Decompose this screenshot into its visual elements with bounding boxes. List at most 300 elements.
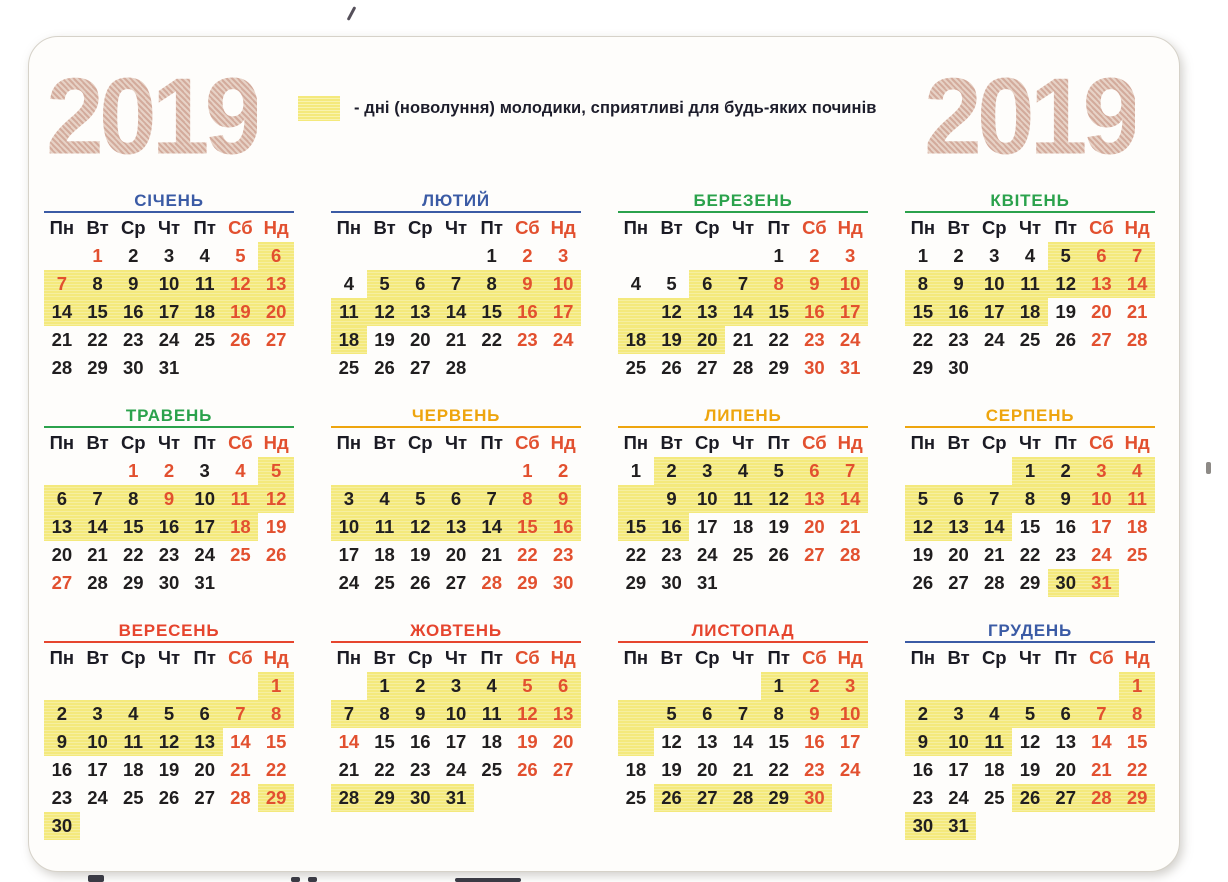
weekday-label: Чт xyxy=(444,647,468,668)
month-block xyxy=(331,191,581,406)
date-cell: 1 xyxy=(128,460,139,481)
month-title-rule xyxy=(618,641,868,643)
weekday-label: Сб xyxy=(228,432,253,453)
date-cell: 7 xyxy=(474,485,510,513)
date-cell xyxy=(151,812,187,840)
date-cell: 11 xyxy=(187,270,223,298)
date-cell: 5 xyxy=(761,457,797,485)
date-cell xyxy=(941,457,977,485)
month-title-rule xyxy=(44,211,294,213)
date-cell: 20 xyxy=(409,329,431,350)
month-block xyxy=(331,406,581,621)
date-cell: 9 xyxy=(797,700,833,728)
date-cell: 30 xyxy=(797,784,833,812)
date-cell: 15 xyxy=(1019,516,1041,537)
date-cell: 4 xyxy=(343,273,354,294)
date-cell: 31 xyxy=(1084,569,1120,597)
date-cell: 14 xyxy=(832,485,868,513)
date-cell: 10 xyxy=(941,728,977,756)
date-cell xyxy=(223,812,259,840)
date-cell: 15 xyxy=(1126,731,1148,752)
weekday-label: Нд xyxy=(837,647,863,668)
date-cell: 28 xyxy=(725,784,761,812)
month-title: ЛИСТОПАД xyxy=(691,621,795,640)
date-cell: 16 xyxy=(545,513,581,541)
weekday-label: Пн xyxy=(623,432,649,453)
date-cell xyxy=(331,672,367,700)
date-cell: 10 xyxy=(331,513,367,541)
date-cell: 19 xyxy=(265,516,287,537)
date-cell xyxy=(618,242,654,270)
date-cell: 9 xyxy=(115,270,151,298)
date-cell xyxy=(905,672,941,700)
weekday-header xyxy=(618,214,868,242)
month-block xyxy=(905,406,1155,621)
date-cell: 14 xyxy=(44,298,80,326)
month-title-rule xyxy=(905,426,1155,428)
weekday-label: Нд xyxy=(837,432,863,453)
scan-artifact xyxy=(291,877,300,882)
date-cell: 17 xyxy=(445,731,467,752)
weeks xyxy=(331,672,581,812)
month-title-rule xyxy=(905,211,1155,213)
weekday-label: Чт xyxy=(444,432,468,453)
date-cell xyxy=(654,672,690,700)
weeks xyxy=(618,457,868,597)
weekday-label: Чт xyxy=(444,217,468,238)
date-cell: 16 xyxy=(804,731,825,752)
date-cell: 4 xyxy=(1024,245,1036,266)
date-cell: 13 xyxy=(797,485,833,513)
month-title-rule xyxy=(618,211,868,213)
weekday-label: Сб xyxy=(802,217,827,238)
weekday-label: Ср xyxy=(120,217,146,238)
date-cell: 12 xyxy=(761,485,797,513)
date-cell xyxy=(618,298,654,326)
date-cell xyxy=(618,700,654,728)
date-cell: 15 xyxy=(265,731,287,752)
date-cell: 31 xyxy=(839,357,861,378)
date-cell xyxy=(331,457,367,485)
date-cell: 24 xyxy=(87,787,108,808)
date-cell xyxy=(474,457,510,485)
month-title: ЛЮТИЙ xyxy=(422,191,490,210)
date-cell: 26 xyxy=(409,572,431,593)
date-cell: 4 xyxy=(976,700,1012,728)
date-cell: 19 xyxy=(661,759,682,780)
weeks xyxy=(44,457,294,597)
weekday-label: Пт xyxy=(193,432,216,453)
weekday-label: Пн xyxy=(49,432,75,453)
weeks xyxy=(905,242,1155,382)
date-cell: 30 xyxy=(158,572,180,593)
date-cell: 9 xyxy=(151,485,187,513)
date-cell: 29 xyxy=(258,784,294,812)
date-cell: 13 xyxy=(941,513,977,541)
date-cell xyxy=(1012,354,1048,382)
date-cell: 15 xyxy=(374,731,395,752)
date-cell: 16 xyxy=(51,759,73,780)
weekday-label: Нд xyxy=(837,217,863,238)
month-title-rule xyxy=(905,641,1155,643)
date-cell: 2 xyxy=(797,672,833,700)
month-title-rule xyxy=(331,641,581,643)
date-cell xyxy=(832,784,868,812)
date-cell: 27 xyxy=(696,357,718,378)
date-cell: 19 xyxy=(912,544,934,565)
date-cell: 14 xyxy=(1091,731,1112,752)
weekday-label: Пт xyxy=(1054,432,1077,453)
date-cell: 18 xyxy=(331,326,367,354)
date-cell: 27 xyxy=(409,357,431,378)
date-cell: 24 xyxy=(1091,544,1112,565)
date-cell: 29 xyxy=(517,572,538,593)
month-block xyxy=(905,621,1155,836)
date-cell xyxy=(44,242,80,270)
date-cell: 16 xyxy=(409,731,431,752)
date-cell: 13 xyxy=(1055,731,1076,752)
date-cell: 23 xyxy=(51,787,73,808)
date-cell: 12 xyxy=(258,485,294,513)
date-cell xyxy=(797,569,833,597)
date-cell: 23 xyxy=(1055,544,1076,565)
date-cell: 13 xyxy=(545,700,581,728)
weekday-label: Ср xyxy=(407,432,433,453)
date-cell xyxy=(80,457,116,485)
date-cell: 18 xyxy=(187,298,223,326)
date-cell xyxy=(1084,812,1120,840)
date-cell xyxy=(1048,354,1084,382)
date-cell xyxy=(258,569,294,597)
date-cell: 22 xyxy=(481,329,502,350)
date-cell: 23 xyxy=(158,544,180,565)
date-cell: 30 xyxy=(1048,569,1084,597)
date-cell: 7 xyxy=(1119,242,1155,270)
date-cell xyxy=(187,812,223,840)
date-cell: 21 xyxy=(732,329,754,350)
date-cell: 18 xyxy=(618,326,654,354)
date-cell: 19 xyxy=(223,298,259,326)
date-cell: 20 xyxy=(1055,759,1076,780)
date-cell: 15 xyxy=(618,513,654,541)
date-cell: 19 xyxy=(1055,301,1076,322)
date-cell: 30 xyxy=(552,572,574,593)
date-cell: 8 xyxy=(1119,700,1155,728)
date-cell: 13 xyxy=(696,731,718,752)
date-cell: 22 xyxy=(517,544,538,565)
date-cell: 25 xyxy=(194,329,215,350)
weekday-label: Пт xyxy=(193,647,216,668)
date-cell: 22 xyxy=(768,329,789,350)
date-cell xyxy=(331,242,367,270)
weeks xyxy=(331,457,581,597)
weekday-label: Сб xyxy=(1089,647,1114,668)
month-title: КВІТЕНЬ xyxy=(990,191,1070,210)
date-cell: 17 xyxy=(151,298,187,326)
date-cell: 10 xyxy=(832,700,868,728)
date-cell: 27 xyxy=(804,544,825,565)
date-cell: 20 xyxy=(51,544,73,565)
date-cell: 23 xyxy=(661,544,682,565)
weekday-label: Чт xyxy=(157,647,181,668)
date-cell: 5 xyxy=(905,485,941,513)
date-cell: 1 xyxy=(1012,457,1048,485)
date-cell: 8 xyxy=(761,700,797,728)
date-cell: 13 xyxy=(258,270,294,298)
date-cell: 26 xyxy=(230,329,251,350)
weekday-header xyxy=(905,214,1155,242)
date-cell: 19 xyxy=(768,516,789,537)
date-cell: 12 xyxy=(654,298,690,326)
weekday-label: Пн xyxy=(910,217,936,238)
date-cell: 25 xyxy=(1019,329,1041,350)
date-cell: 12 xyxy=(402,513,438,541)
date-cell: 22 xyxy=(768,759,789,780)
date-cell: 3 xyxy=(438,672,474,700)
month-title-rule xyxy=(331,426,581,428)
date-cell: 21 xyxy=(481,544,502,565)
date-cell: 8 xyxy=(1012,485,1048,513)
date-cell: 20 xyxy=(804,516,825,537)
date-cell: 25 xyxy=(374,572,395,593)
date-cell: 18 xyxy=(983,759,1005,780)
date-cell: 22 xyxy=(912,329,934,350)
weekday-label: Ср xyxy=(981,217,1007,238)
date-cell: 10 xyxy=(151,270,187,298)
date-cell: 2 xyxy=(953,245,964,266)
weekday-label: Ср xyxy=(407,217,433,238)
date-cell: 9 xyxy=(402,700,438,728)
scan-artifact xyxy=(308,877,317,882)
date-cell: 21 xyxy=(445,329,467,350)
date-cell: 20 xyxy=(445,544,467,565)
weekday-label: Пн xyxy=(49,217,75,238)
weekday-header xyxy=(44,644,294,672)
date-cell: 12 xyxy=(223,270,259,298)
date-cell: 27 xyxy=(1091,329,1112,350)
weekday-label: Пн xyxy=(623,647,649,668)
date-cell: 22 xyxy=(122,544,144,565)
weekday-label: Ср xyxy=(407,647,433,668)
date-cell: 5 xyxy=(258,457,294,485)
date-cell: 24 xyxy=(338,572,360,593)
weekday-label: Вт xyxy=(660,217,683,238)
weekday-header xyxy=(905,644,1155,672)
date-cell: 15 xyxy=(761,298,797,326)
weekday-header xyxy=(618,429,868,457)
date-cell: 23 xyxy=(409,759,431,780)
date-cell: 19 xyxy=(409,544,431,565)
date-cell: 1 xyxy=(92,245,103,266)
date-cell: 12 xyxy=(367,298,403,326)
date-cell: 31 xyxy=(696,572,718,593)
weekday-label: Чт xyxy=(157,217,181,238)
date-cell: 3 xyxy=(331,485,367,513)
date-cell: 20 xyxy=(258,298,294,326)
date-cell: 26 xyxy=(517,759,538,780)
date-cell xyxy=(976,672,1012,700)
date-cell: 28 xyxy=(51,357,73,378)
date-cell: 6 xyxy=(689,700,725,728)
weekday-label: Ср xyxy=(694,432,720,453)
weekday-label: Чт xyxy=(731,217,755,238)
date-cell: 11 xyxy=(1012,270,1048,298)
date-cell: 5 xyxy=(666,273,677,294)
date-cell: 25 xyxy=(230,544,251,565)
weekday-label: Пн xyxy=(336,647,362,668)
date-cell xyxy=(545,354,581,382)
date-cell: 10 xyxy=(438,700,474,728)
date-cell: 16 xyxy=(941,298,977,326)
date-cell: 8 xyxy=(905,270,941,298)
date-cell: 23 xyxy=(804,329,825,350)
date-cell: 14 xyxy=(338,731,360,752)
date-cell: 5 xyxy=(235,245,246,266)
date-cell: 28 xyxy=(839,544,861,565)
date-cell: 9 xyxy=(797,270,833,298)
date-cell: 28 xyxy=(87,572,108,593)
weekday-label: Сб xyxy=(1089,217,1114,238)
date-cell: 13 xyxy=(402,298,438,326)
date-cell: 10 xyxy=(545,270,581,298)
date-cell xyxy=(832,569,868,597)
date-cell: 29 xyxy=(768,357,789,378)
date-cell: 17 xyxy=(839,731,861,752)
date-cell: 23 xyxy=(517,329,538,350)
date-cell: 21 xyxy=(732,759,754,780)
date-cell xyxy=(44,457,80,485)
weekday-header xyxy=(331,644,581,672)
date-cell xyxy=(402,457,438,485)
date-cell xyxy=(1012,672,1048,700)
date-cell: 10 xyxy=(976,270,1012,298)
date-cell: 15 xyxy=(474,298,510,326)
date-cell: 22 xyxy=(625,544,647,565)
date-cell: 24 xyxy=(552,329,574,350)
weekday-label: Вт xyxy=(947,432,970,453)
date-cell: 22 xyxy=(87,329,108,350)
date-cell: 26 xyxy=(1055,329,1076,350)
date-cell xyxy=(80,672,116,700)
date-cell: 29 xyxy=(761,784,797,812)
date-cell: 8 xyxy=(510,485,546,513)
date-cell: 4 xyxy=(235,460,246,481)
weekday-label: Пн xyxy=(336,432,362,453)
weekday-label: Вт xyxy=(947,647,970,668)
date-cell: 1 xyxy=(917,245,928,266)
date-cell: 12 xyxy=(510,700,546,728)
month-title-rule xyxy=(44,641,294,643)
weekday-label: Сб xyxy=(515,647,540,668)
month-title: ТРАВЕНЬ xyxy=(125,406,213,425)
date-cell: 10 xyxy=(1084,485,1120,513)
date-cell: 10 xyxy=(689,485,725,513)
weekday-label: Вт xyxy=(660,432,683,453)
date-cell: 6 xyxy=(797,457,833,485)
date-cell xyxy=(1084,672,1120,700)
date-cell xyxy=(367,242,403,270)
date-cell: 21 xyxy=(338,759,360,780)
date-cell: 7 xyxy=(832,457,868,485)
date-cell xyxy=(223,672,259,700)
date-cell xyxy=(1012,812,1048,840)
date-cell: 29 xyxy=(1119,784,1155,812)
date-cell: 7 xyxy=(1084,700,1120,728)
date-cell: 23 xyxy=(804,759,825,780)
weekday-label: Пт xyxy=(480,217,503,238)
date-cell xyxy=(1119,812,1155,840)
date-cell: 14 xyxy=(732,731,754,752)
weekday-label: Нд xyxy=(263,647,289,668)
date-cell: 6 xyxy=(187,700,223,728)
weekday-label: Пт xyxy=(767,647,790,668)
date-cell: 7 xyxy=(438,270,474,298)
month-block xyxy=(44,406,294,621)
date-cell: 5 xyxy=(367,270,403,298)
date-cell: 11 xyxy=(367,513,403,541)
date-cell: 7 xyxy=(725,700,761,728)
date-cell: 26 xyxy=(768,544,789,565)
date-cell: 18 xyxy=(1012,298,1048,326)
date-cell xyxy=(474,354,510,382)
date-cell: 24 xyxy=(983,329,1005,350)
date-cell: 16 xyxy=(510,298,546,326)
date-cell: 2 xyxy=(905,700,941,728)
pen-mark xyxy=(347,6,357,21)
date-cell: 24 xyxy=(194,544,215,565)
date-cell: 29 xyxy=(122,572,144,593)
date-cell: 6 xyxy=(1084,242,1120,270)
date-cell: 8 xyxy=(761,270,797,298)
month-title-rule xyxy=(331,211,581,213)
weekday-label: Вт xyxy=(373,217,396,238)
date-cell: 14 xyxy=(438,298,474,326)
date-cell xyxy=(1048,812,1084,840)
date-cell: 18 xyxy=(223,513,259,541)
date-cell: 6 xyxy=(44,485,80,513)
date-cell: 20 xyxy=(948,544,969,565)
date-cell: 2 xyxy=(163,460,175,481)
date-cell: 16 xyxy=(115,298,151,326)
date-cell xyxy=(115,672,151,700)
date-cell: 30 xyxy=(402,784,438,812)
date-cell xyxy=(1119,569,1155,597)
weekday-label: Чт xyxy=(157,432,181,453)
date-cell: 1 xyxy=(522,460,533,481)
date-cell: 13 xyxy=(438,513,474,541)
date-cell xyxy=(223,354,259,382)
month-title: ЧЕРВЕНЬ xyxy=(411,406,501,425)
date-cell: 21 xyxy=(1126,301,1148,322)
date-cell: 7 xyxy=(80,485,116,513)
weeks xyxy=(905,672,1155,840)
weekday-label: Нд xyxy=(1124,647,1150,668)
month-title: ЛИПЕНЬ xyxy=(704,406,782,425)
weeks xyxy=(618,672,868,812)
date-cell: 20 xyxy=(1091,301,1112,322)
date-cell: 11 xyxy=(331,298,367,326)
date-cell xyxy=(689,672,725,700)
weekday-label: Пн xyxy=(336,217,362,238)
date-cell: 5 xyxy=(510,672,546,700)
weekday-label: Нд xyxy=(263,217,289,238)
date-cell xyxy=(941,672,977,700)
date-cell: 17 xyxy=(832,298,868,326)
date-cell: 3 xyxy=(80,700,116,728)
date-cell: 18 xyxy=(1126,516,1148,537)
date-cell: 11 xyxy=(474,700,510,728)
date-cell: 16 xyxy=(654,513,690,541)
